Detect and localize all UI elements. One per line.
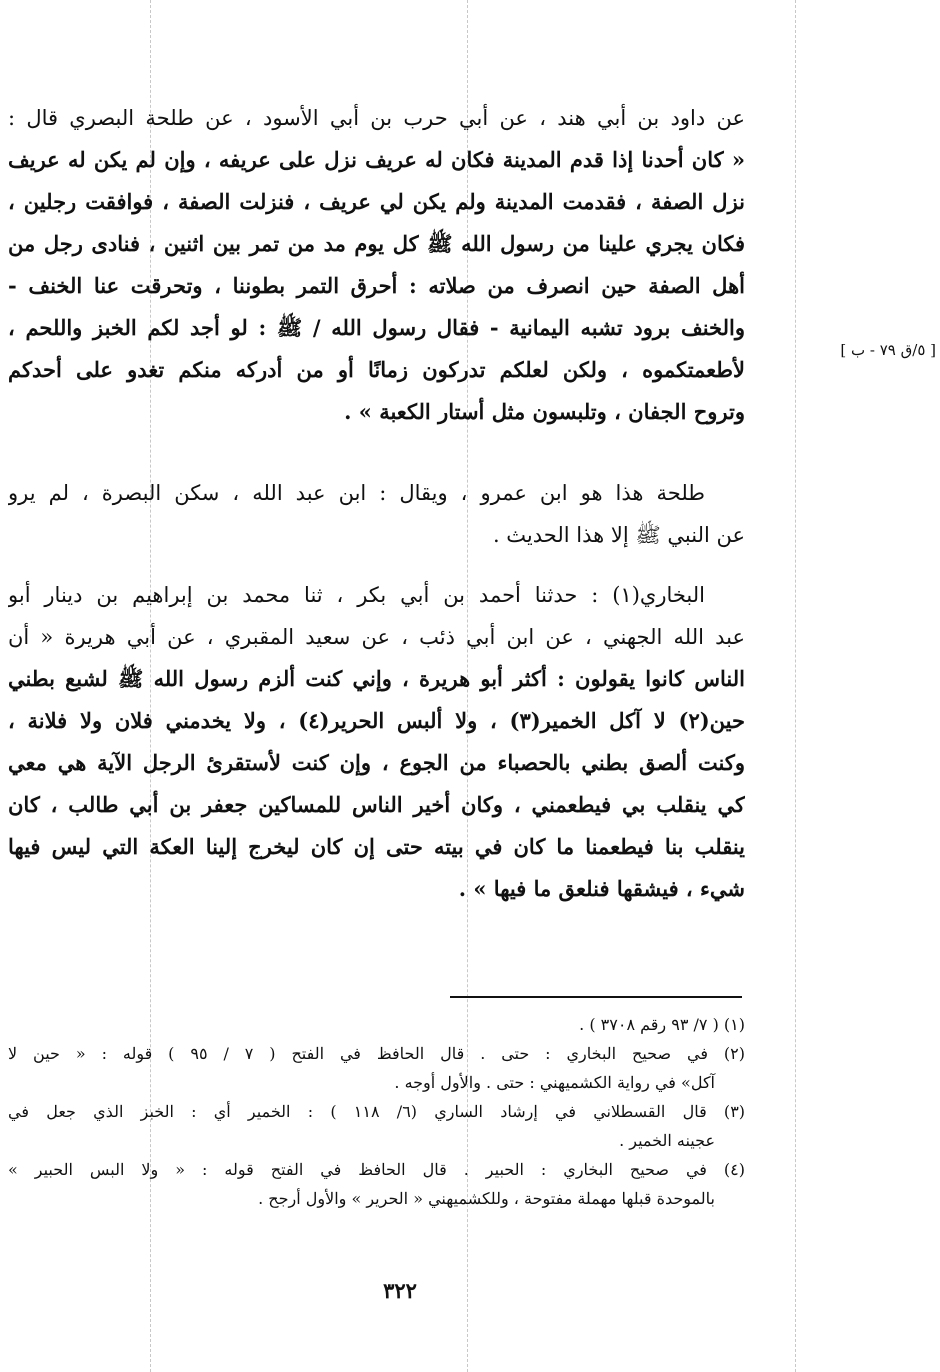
marginal-manuscript-note: [ ٥/ق ٧٩ - ب ]: [840, 341, 936, 359]
text-line: شيء ، فيشقها فنلعق ما فيها » .: [458, 876, 745, 901]
text-line: كي ينقلب بي فيطعمني ، وكان أخير الناس للمساكين جعفر بن أبي طالب ، كان: [8, 792, 745, 817]
footnote-4: (٤) في صحيح البخاري : الحبير . قال الحافظ في الفتح قوله : « ولا البس الحبير »: [8, 1160, 745, 1179]
footnote-2-continued: آكل» في رواية الكشميهني : حتى . والأول أوجه .: [394, 1073, 715, 1092]
text-line: أهل الصفة حين انصرف من صلاته : أحرق التمر بطوننا ، وتحرقت عنا الخنف -: [8, 273, 745, 298]
text-line: عن النبي ﷺ إلا هذا الحديث .: [492, 523, 745, 547]
paragraph-talha-hadith: [8, 97, 745, 433]
text-line: ينقلب بنا فيطعمنا ما كان في بيته حتى إن كان ليخرج إلينا العكة التي ليس فيها: [8, 834, 745, 859]
text-line: عبد الله الجهني ، عن ابن أبي ذئب ، عن سعيد المقبري ، عن أبي هريرة « أن: [8, 625, 745, 649]
text-line: وتروح الجفان ، وتلبسون مثل أستار الكعبة » .: [344, 399, 745, 424]
page-number: ٣٢٢: [383, 1278, 417, 1303]
paragraph-talha-note: [8, 472, 745, 556]
text-line: عن داود بن أبي هند ، عن أبي حرب بن أبي الأسود ، عن طلحة البصري قال :: [8, 106, 745, 130]
footnote-separator: [450, 996, 742, 998]
text-line: حين(٢) لا آكل الخمير(٣) ، ولا ألبس الحرير(٤) ، ولا يخدمني فلان ولا فلانة ،: [8, 708, 745, 733]
footnote-2: (٢) في صحيح البخاري : حتى . قال الحافظ في الفتح ( ٧ / ٩٥ ) قوله : « حين لا: [8, 1044, 745, 1063]
text-line: وكنت ألصق بطني بالحصباء من الجوع ، وإن كنت لأستقرئ الرجل الآية هي معي: [8, 750, 745, 775]
footnote-3: (٣) قال القسطلاني في إرشاد الساري (٦/ ١١٨ ) : الخمير أي : الخبز الذي جعل في: [8, 1102, 745, 1121]
text-line: طلحة هذا هو ابن عمرو ، ويقال : ابن عبد الله ، سكن البصرة ، لم يرو: [8, 481, 705, 505]
text-line: البخاري(١) : حدثنا أحمد بن أبي بكر ، ثنا محمد بن إبراهيم بن دينار أبو: [8, 583, 705, 607]
text-line: « كان أحدنا إذا قدم المدينة فكان له عريف نزل على عريفه ، وإن لم يكن له عريف: [8, 147, 745, 172]
footnotes: [8, 1010, 745, 1213]
paragraph-bukhari-hadith: [8, 574, 745, 910]
text-line: نزل الصفة ، فقدمت المدينة ولم يكن لي عريف ، فنزلت الصفة ، فوافقت رجلين ،: [8, 189, 745, 214]
text-line: لأطعمتكموه ، ولكن لعلكم تدركون زمانًا أو من أدركه منكم تغدو على أحدكم: [8, 357, 745, 382]
text-line: الناس كانوا يقولون : أكثر أبو هريرة ، وإني كنت ألزم رسول الله ﷺ لشبع بطني: [8, 666, 745, 691]
footnote-4-continued: بالموحدة قبلها مهملة مفتوحة ، وللكشميهني « الحرير » والأول أرجح .: [258, 1189, 715, 1208]
text-line: فكان يجري علينا من رسول الله ﷺ كل يوم مد من تمر بين اثنين ، فنادى رجل من: [8, 231, 745, 256]
text-line: والخنف برود تشبه اليمانية - فقال رسول الله / ﷺ : لو أجد لكم الخبز واللحم ،: [8, 315, 745, 340]
footnote-3-continued: عجينه الخمير .: [619, 1131, 715, 1150]
scan-artifact-line: [795, 0, 796, 1372]
footnote-1: (١) ( ٧/ ٩٣ رقم ٣٧٠٨ ) .: [579, 1015, 745, 1034]
